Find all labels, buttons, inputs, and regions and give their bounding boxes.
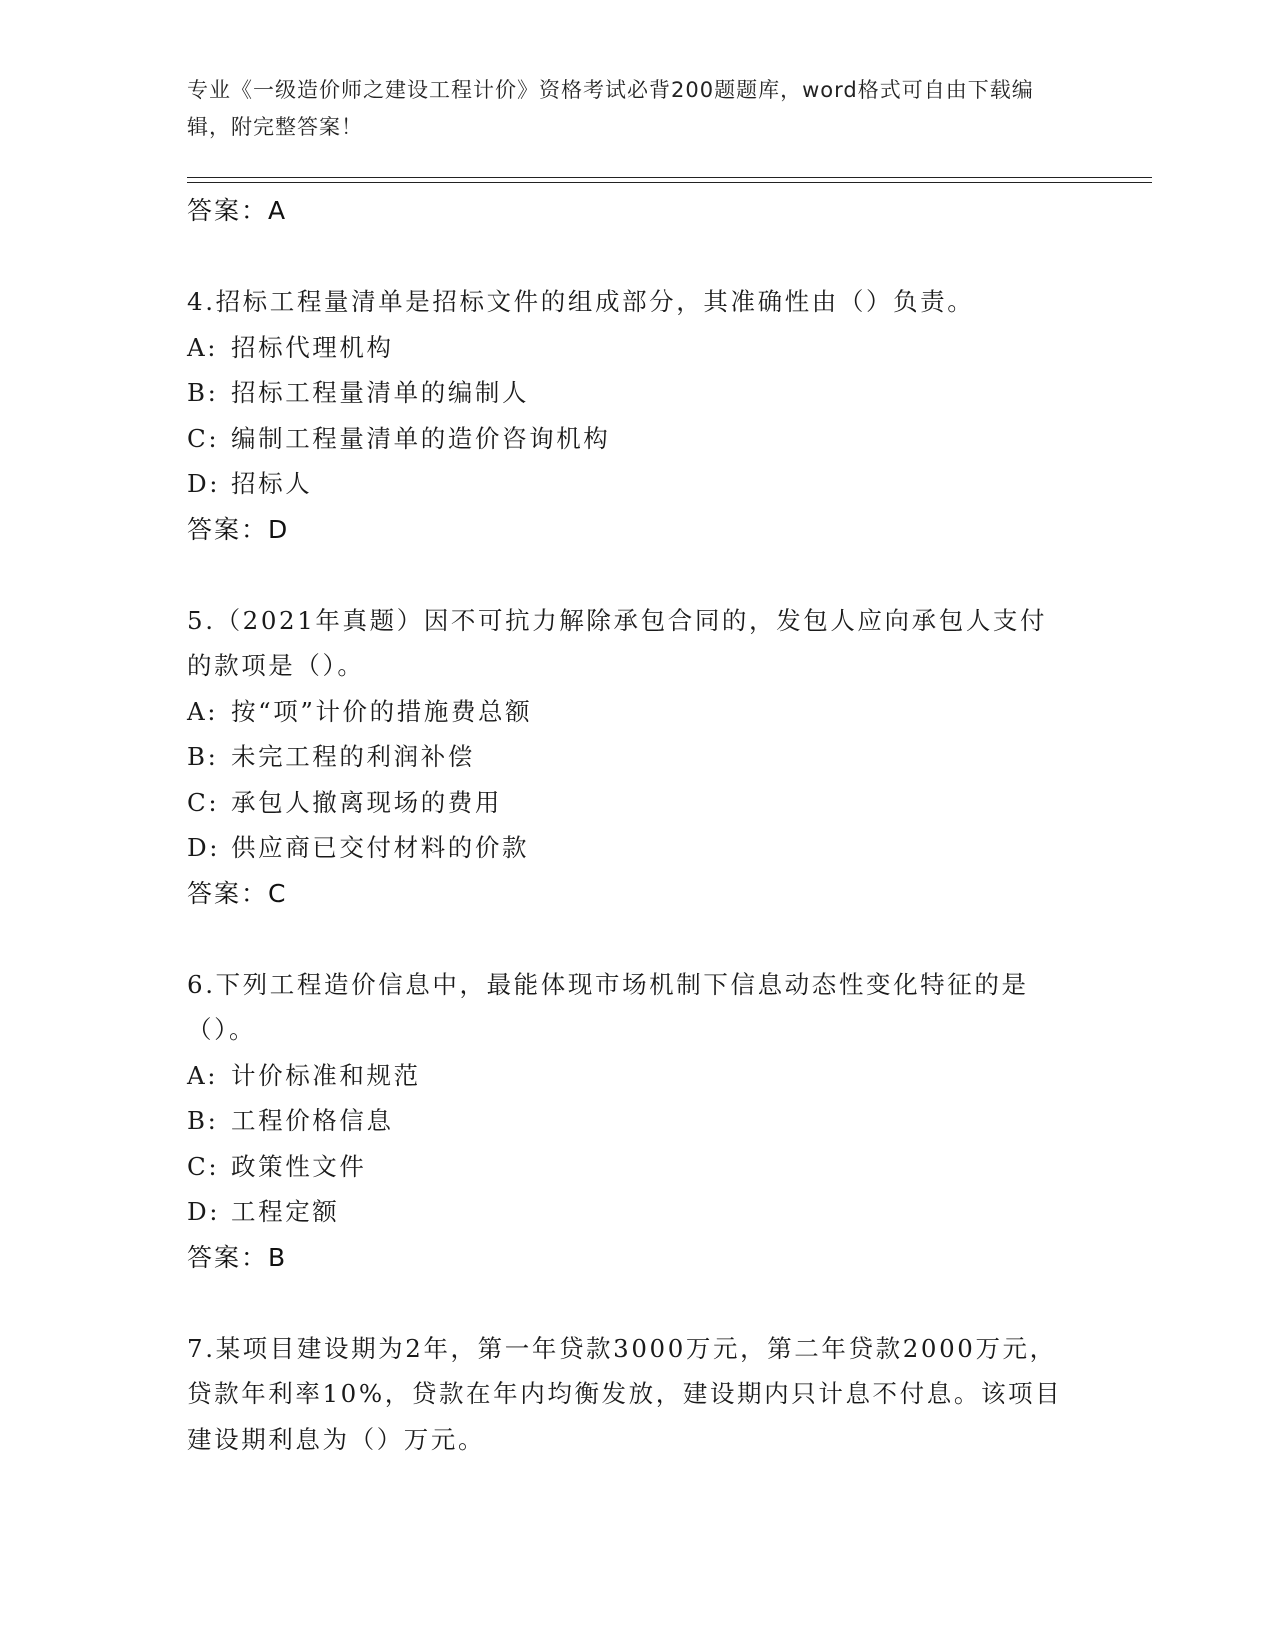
- option-c: [187, 780, 1067, 826]
- option-letter: A:: [187, 696, 219, 726]
- option-text: 招标人: [231, 469, 313, 498]
- header-rule-bottom: [187, 182, 1152, 183]
- option-c: [187, 1144, 1067, 1190]
- option-b: [187, 370, 1067, 416]
- option-letter: C:: [187, 423, 220, 453]
- option-d: [187, 461, 1067, 507]
- option-a: [187, 1053, 1067, 1099]
- question-list: [187, 188, 1067, 1462]
- question-6: 6.下列工程造价信息中，最能体现市场机制下信息动态性变化特征的是（）。: [187, 969, 1029, 1044]
- option-text: 未完工程的利润补偿: [231, 742, 475, 771]
- option-letter: B:: [187, 1106, 219, 1135]
- option-letter: D:: [187, 469, 221, 498]
- option-a: [187, 689, 1067, 735]
- option-b: [187, 734, 1067, 780]
- option-letter: C:: [187, 787, 220, 817]
- option-d: [187, 825, 1067, 871]
- option-letter: B:: [187, 378, 219, 407]
- header-rule-top: [187, 177, 1152, 178]
- option-text: 供应商已交付材料的价款: [231, 833, 530, 862]
- option-letter: A:: [187, 1060, 219, 1090]
- spacer: [187, 1281, 1067, 1326]
- option-letter: C:: [187, 1151, 220, 1181]
- option-c: [187, 416, 1067, 462]
- option-a: [187, 325, 1067, 371]
- spacer: [187, 553, 1067, 598]
- option-text: 招标代理机构: [231, 332, 394, 362]
- option-d: [187, 1189, 1067, 1235]
- option-text: 工程价格信息: [231, 1106, 394, 1135]
- page-header: 专业《一级造价师之建设工程计价》资格考试必背200题题库，word格式可自由下载编辑，附完整答案！: [187, 78, 1034, 139]
- answer-line: 答案：D: [187, 514, 290, 544]
- option-text: 工程定额: [231, 1197, 340, 1226]
- question-4: 4.招标工程量清单是招标文件的组成部分，其准确性由（）负责。: [187, 287, 975, 316]
- spacer: [187, 917, 1067, 962]
- option-letter: D:: [187, 1197, 221, 1226]
- option-letter: D:: [187, 833, 221, 862]
- answer-line: 答案：A: [187, 196, 288, 225]
- answer-line: 答案：B: [187, 1242, 288, 1272]
- option-text: 招标工程量清单的编制人: [231, 378, 530, 407]
- option-text: 编制工程量清单的造价咨询机构: [231, 423, 611, 453]
- question-5: 5.（2021年真题）因不可抗力解除承包合同的，发包人应向承包人支付的款项是（）。: [187, 605, 1048, 680]
- option-text: 承包人撤离现场的费用: [231, 787, 502, 817]
- option-text: 计价标准和规范: [231, 1060, 421, 1090]
- option-text: 政策性文件: [231, 1151, 367, 1181]
- spacer: [187, 234, 1067, 279]
- option-b: [187, 1098, 1067, 1144]
- option-letter: A:: [187, 332, 219, 362]
- question-7: 7.某项目建设期为2年，第一年贷款3000万元，第二年贷款2000万元，贷款年利率10%，贷款在年内均衡发放，建设期内只计息不付息。该项目建设期利息为（）万元。: [187, 1333, 1063, 1454]
- option-letter: B:: [187, 742, 219, 771]
- answer-line: 答案：C: [187, 878, 288, 908]
- option-text: 按“项”计价的措施费总额: [231, 696, 533, 726]
